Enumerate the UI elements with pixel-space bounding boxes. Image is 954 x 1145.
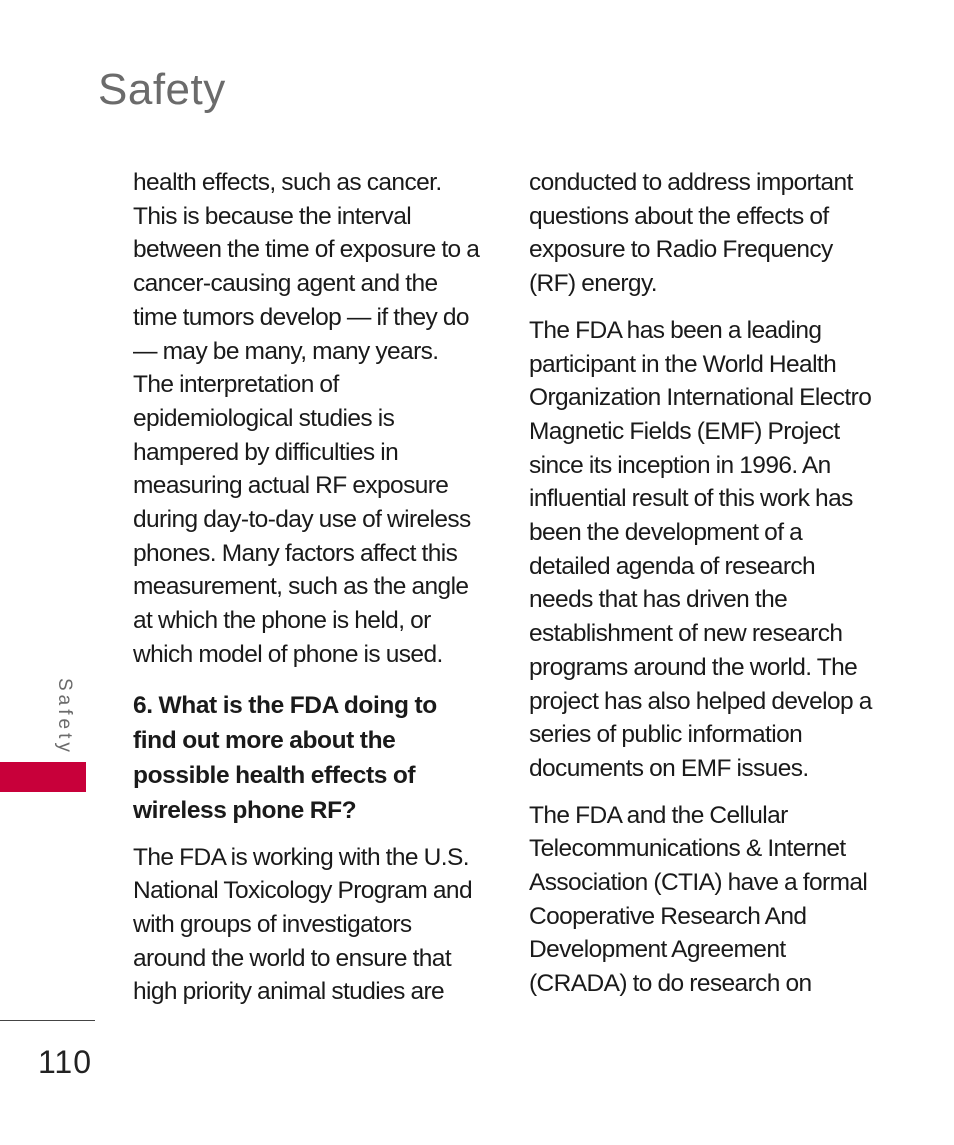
- left-paragraph-2: The FDA is working with the U.S. National Toxicology Program and with groups of investigators around the world to ensure that high priority animal studies are: [133, 843, 472, 1006]
- right-paragraph-1: conducted to address important questions about the effects of exposure to Radio Frequency (RF) energy.: [529, 169, 853, 298]
- right-column: [529, 166, 879, 1014]
- side-section-label: Safety: [54, 678, 75, 756]
- right-paragraph-2: The FDA has been a leading participant in the World Health Organization International Electro Magnetic Fields (EMF) Project since its inception in 1996. An influential result of this work has been the development of a detailed agenda of research needs that has driven the establishment of new research programs around the world. The project has also helped develop a series of public information documents on EMF issues.: [529, 316, 872, 782]
- section-heading: 6. What is the FDA doing to find out more about the possible health effects of wireless phone RF?: [133, 691, 437, 824]
- left-paragraph-1: health effects, such as cancer. This is because the interval between the time of exposure to a cancer-causing agent and the time tumors develop — if they do — may be many, many years. The interpretation of epidemiological studies is hampered by difficulties in measuring actual RF exposure during day-to-day use of wireless phones. Many factors affect this measurement, such as the angle at which the phone is held, or which model of phone is used.: [133, 169, 480, 668]
- page-title: Safety: [98, 65, 226, 114]
- left-column: [133, 166, 483, 1022]
- right-paragraph-3: The FDA and the Cellular Telecommunications & Internet Association (CTIA) have a formal Cooperative Research And Development Agreement (CRADA) to do research on: [529, 801, 868, 998]
- side-section-tab: [0, 762, 86, 792]
- footer-divider: [0, 1020, 95, 1021]
- page-number: 110: [38, 1044, 93, 1080]
